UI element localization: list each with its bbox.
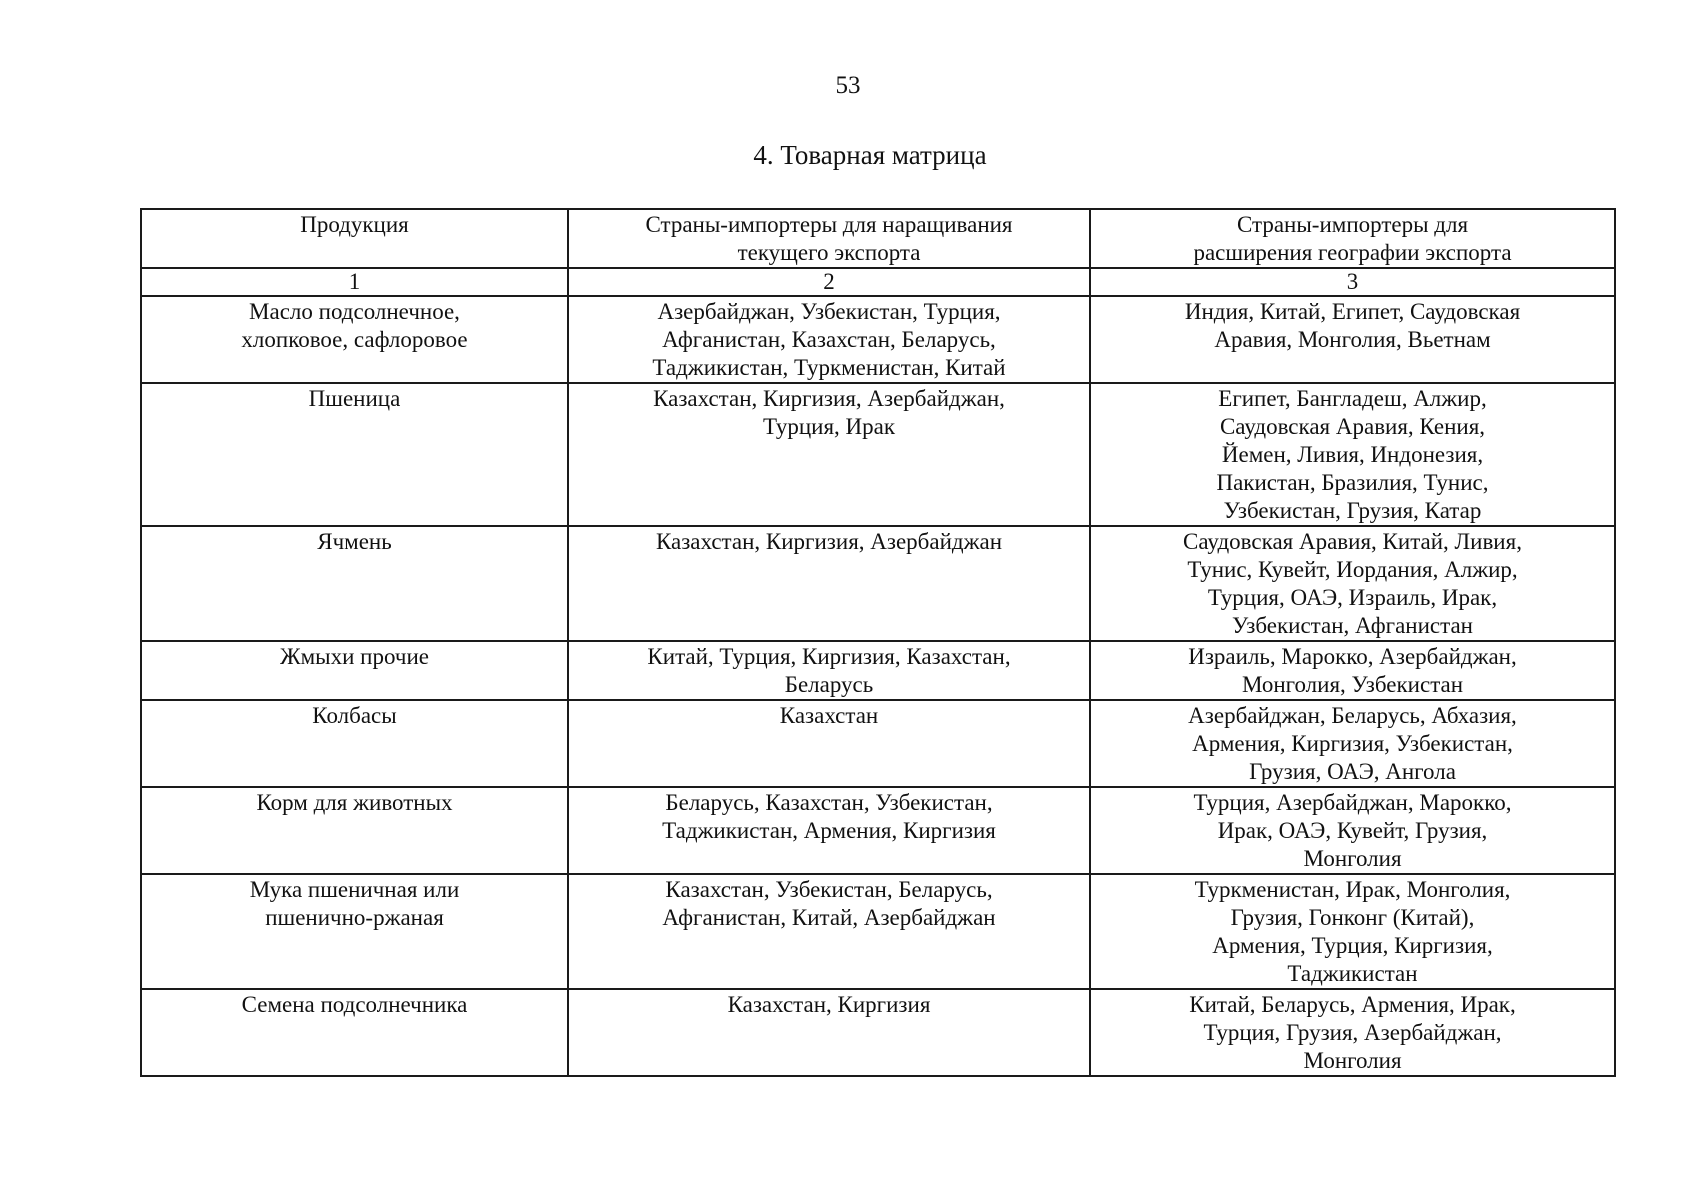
expansion-export-cell: Египет, Бангладеш, Алжир, Саудовская Аравия, Кения, Йемен, Ливия, Индонезия, Пакистан, Бразилия, Тунис, Узбекистан, Грузия, Катар xyxy=(1090,383,1615,526)
table-header-row xyxy=(141,209,1615,268)
current-export-cell: Казахстан, Киргизия, Азербайджан, Турция, Ирак xyxy=(568,383,1090,526)
product-cell: Жмыхи прочие xyxy=(141,641,568,700)
current-export-cell: Казахстан, Узбекистан, Беларусь, Афганистан, Китай, Азербайджан xyxy=(568,874,1090,989)
table-row xyxy=(141,296,1615,383)
current-export-cell: Казахстан xyxy=(568,700,1090,787)
expansion-export-cell: Индия, Китай, Египет, Саудовская Аравия, Монголия, Вьетнам xyxy=(1090,296,1615,383)
column-header-expansion-export: Страны-импортеры для расширения географии экспорта xyxy=(1090,209,1615,268)
product-cell: Ячмень xyxy=(141,526,568,641)
column-header-product: Продукция xyxy=(141,209,568,268)
table-row xyxy=(141,526,1615,641)
column-number: 1 xyxy=(141,268,568,296)
current-export-cell: Казахстан, Киргизия, Азербайджан xyxy=(568,526,1090,641)
expansion-export-cell: Азербайджан, Беларусь, Абхазия, Армения, Киргизия, Узбекистан, Грузия, ОАЭ, Ангола xyxy=(1090,700,1615,787)
page-number: 53 xyxy=(835,72,861,99)
current-export-cell: Казахстан, Киргизия xyxy=(568,989,1090,1076)
expansion-export-cell: Израиль, Марокко, Азербайджан, Монголия, Узбекистан xyxy=(1090,641,1615,700)
expansion-export-cell: Саудовская Аравия, Китай, Ливия, Тунис, Кувейт, Иордания, Алжир, Турция, ОАЭ, Израиль, Ирак, Узбекистан, Афганистан xyxy=(1090,526,1615,641)
table-row xyxy=(141,700,1615,787)
page-title: 4. Товарная матрица xyxy=(753,140,987,170)
product-cell: Семена подсолнечника xyxy=(141,989,568,1076)
product-cell: Колбасы xyxy=(141,700,568,787)
product-cell: Масло подсолнечное, хлопковое, сафлоровое xyxy=(141,296,568,383)
column-header-current-export: Страны-импортеры для наращивания текущего экспорта xyxy=(568,209,1090,268)
table-row xyxy=(141,989,1615,1076)
current-export-cell: Беларусь, Казахстан, Узбекистан, Таджикистан, Армения, Киргизия xyxy=(568,787,1090,874)
commodity-matrix-table xyxy=(140,208,1616,1077)
expansion-export-cell: Турция, Азербайджан, Марокко, Ирак, ОАЭ, Кувейт, Грузия, Монголия xyxy=(1090,787,1615,874)
product-cell: Мука пшеничная или пшенично-ржаная xyxy=(141,874,568,989)
table-row xyxy=(141,641,1615,700)
expansion-export-cell: Туркменистан, Ирак, Монголия, Грузия, Гонконг (Китай), Армения, Турция, Киргизия, Таджикистан xyxy=(1090,874,1615,989)
current-export-cell: Азербайджан, Узбекистан, Турция, Афганистан, Казахстан, Беларусь, Таджикистан, Туркменистан, Китай xyxy=(568,296,1090,383)
table-row xyxy=(141,874,1615,989)
expansion-export-cell: Китай, Беларусь, Армения, Ирак, Турция, Грузия, Азербайджан, Монголия xyxy=(1090,989,1615,1076)
table-row xyxy=(141,383,1615,526)
column-number: 2 xyxy=(568,268,1090,296)
column-number: 3 xyxy=(1090,268,1615,296)
column-number-row xyxy=(141,268,1615,296)
product-cell: Пшеница xyxy=(141,383,568,526)
product-cell: Корм для животных xyxy=(141,787,568,874)
current-export-cell: Китай, Турция, Киргизия, Казахстан, Беларусь xyxy=(568,641,1090,700)
table-row xyxy=(141,787,1615,874)
